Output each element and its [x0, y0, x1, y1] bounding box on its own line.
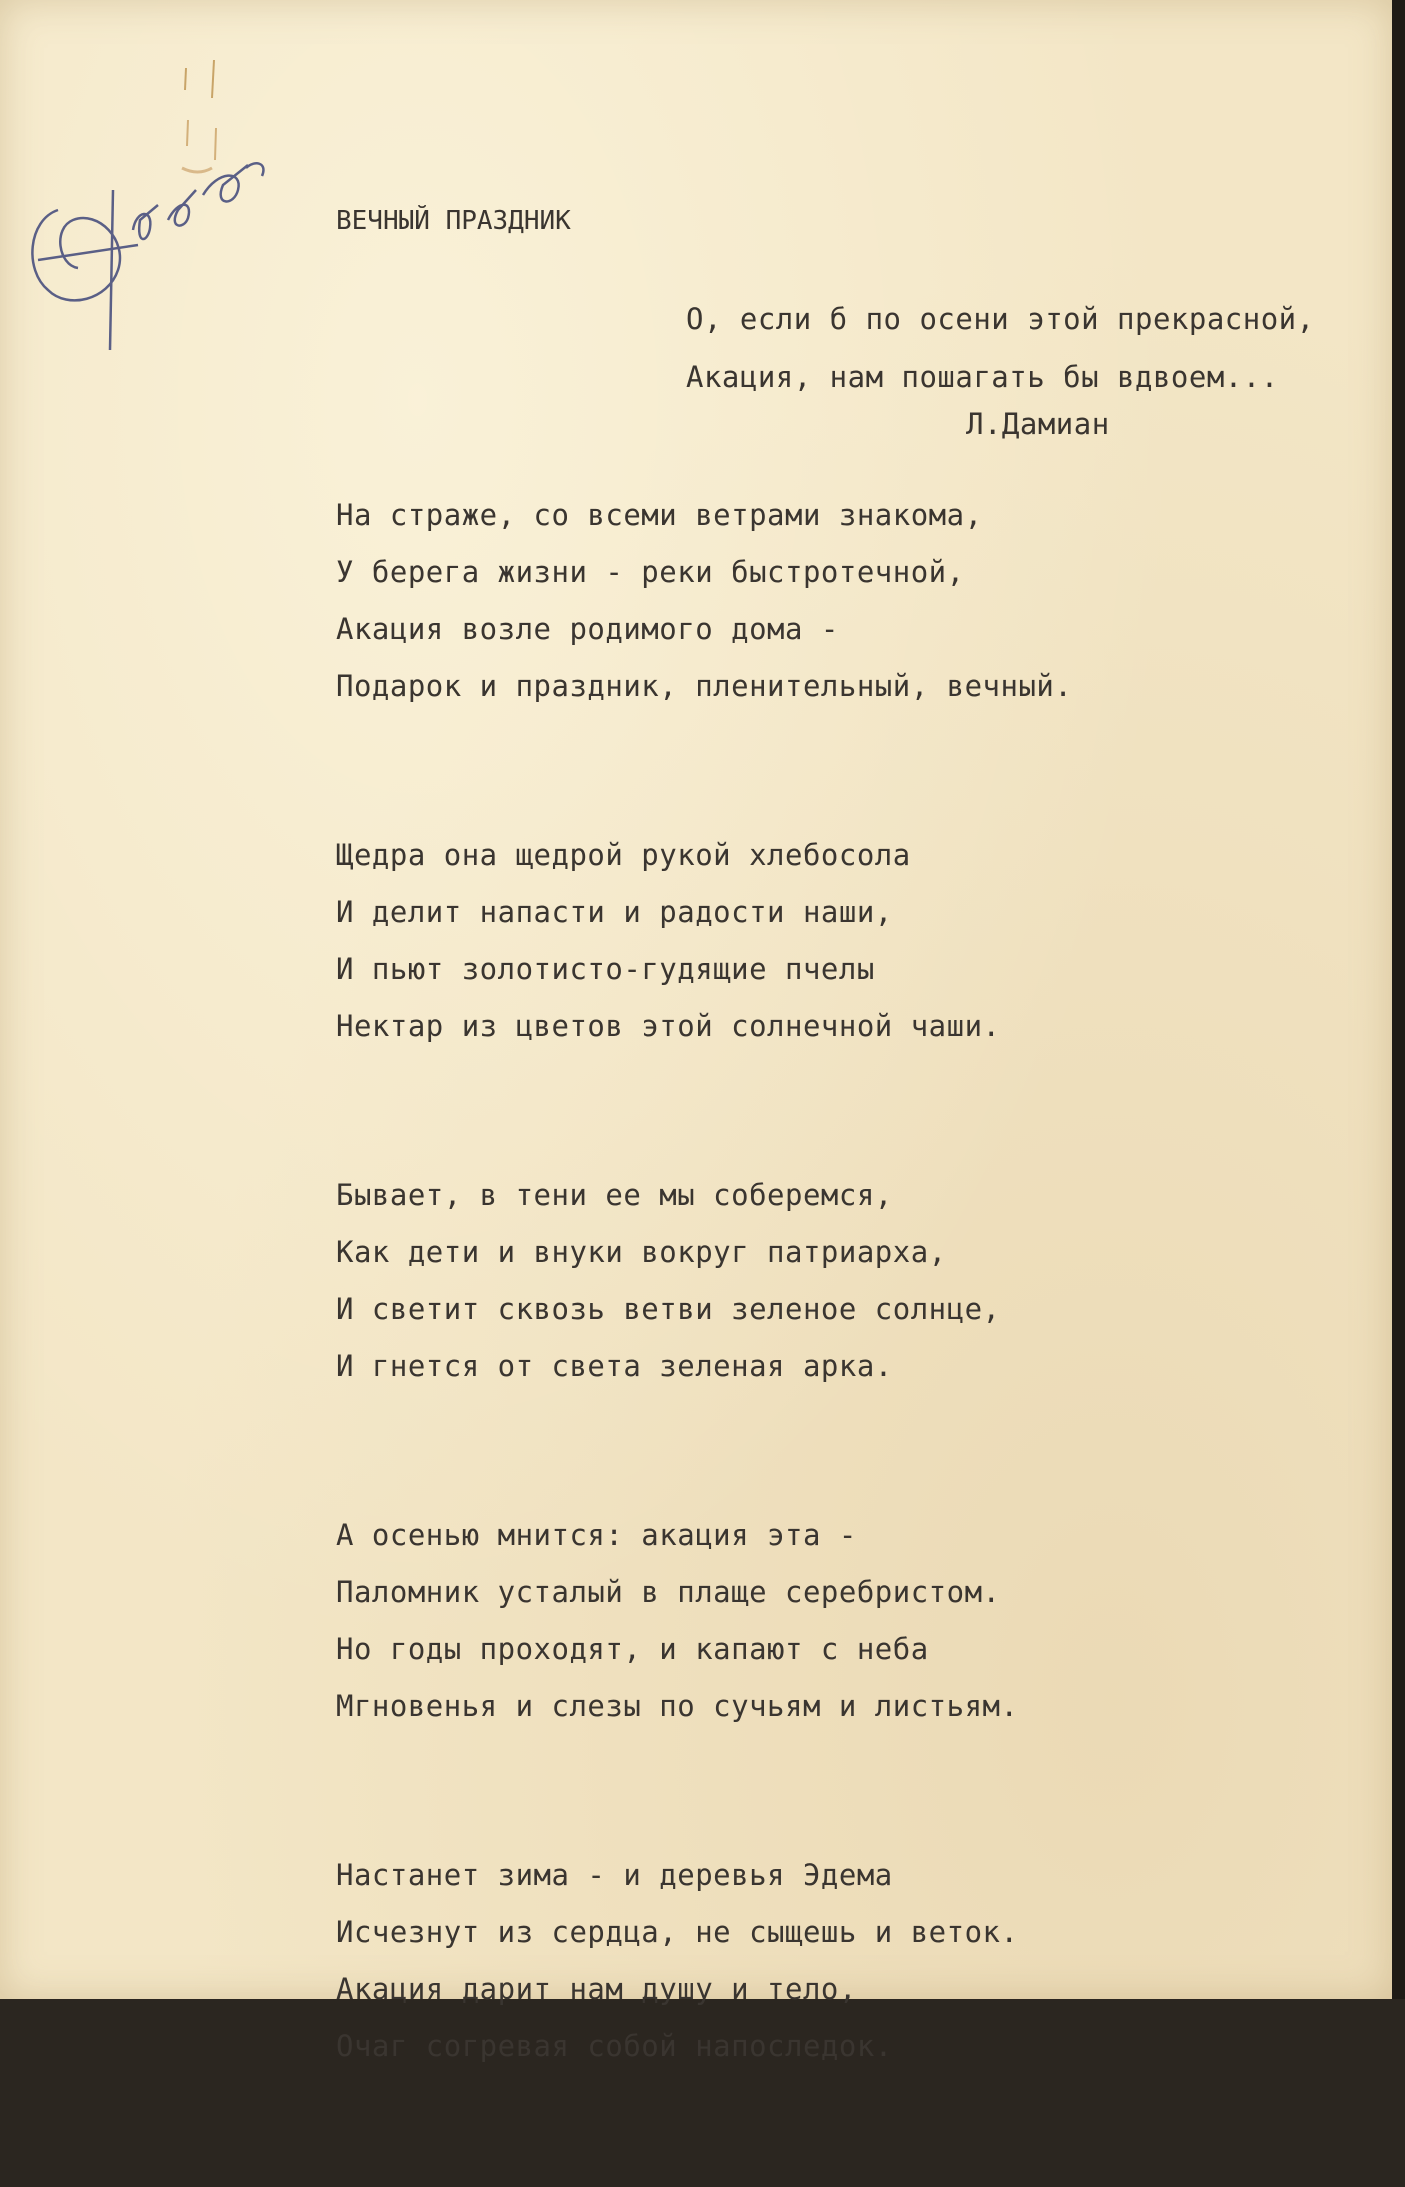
poem-line: У берега жизни - реки быстротечной,	[336, 555, 965, 589]
poem-line: Исчезнут из сердца, не сыщешь и веток.	[336, 1915, 1019, 1949]
poem-line: Мгновенья и слезы по сучьям и листьям.	[336, 1689, 1019, 1723]
poem-line: Подарок и праздник, пленительный, вечный.	[336, 669, 1073, 703]
poem-line: Очаг согревая собой напоследок.	[336, 2029, 893, 2063]
stanza	[336, 1847, 1072, 2075]
poem-line: Нектар из цветов этой солнечной чаши.	[336, 1009, 1001, 1043]
poem-line: Как дети и внуки вокруг патриарха,	[336, 1235, 947, 1269]
poem-title: ВЕЧНЫЙ ПРАЗДНИК	[336, 206, 571, 236]
epigraph-line: О, если б по осени этой прекрасной,	[686, 302, 1315, 336]
poem-body	[336, 487, 1072, 2187]
stanza	[336, 1507, 1072, 1735]
poem-line: Но годы проходят, и капают с неба	[336, 1632, 929, 1666]
handwritten-annotation	[18, 150, 278, 370]
poem-line: Настанет зима - и деревья Эдема	[336, 1858, 893, 1892]
poem-line: На страже, со всеми ветрами знакома,	[336, 498, 983, 532]
stanza	[336, 1167, 1072, 1395]
poem-line: Бывает, в тени ее мы соберемся,	[336, 1178, 893, 1212]
poem-line: И делит напасти и радости наши,	[336, 895, 893, 929]
epigraph	[686, 290, 1315, 406]
stanza	[336, 827, 1072, 1055]
poem-line: И гнется от света зеленая арка.	[336, 1349, 893, 1383]
epigraph-author: Л.Дамиан	[966, 407, 1110, 441]
poem-line: Щедра она щедрой рукой хлебосола	[336, 838, 911, 872]
scan-edge	[1392, 0, 1405, 1999]
stanza	[336, 487, 1072, 715]
poem-line: Паломник усталый в плаще серебристом.	[336, 1575, 1001, 1609]
poem-line: А осенью мнится: акация эта -	[336, 1518, 857, 1552]
poem-line: Акация дарит нам душу и тело,	[336, 1972, 857, 2006]
poem-line: Акация возле родимого дома -	[336, 612, 839, 646]
poem-line: И пьют золотисто-гудящие пчелы	[336, 952, 875, 986]
epigraph-line: Акация, нам пошагать бы вдвоем...	[686, 360, 1279, 394]
poem-line: И светит сквозь ветви зеленое солнце,	[336, 1292, 1001, 1326]
